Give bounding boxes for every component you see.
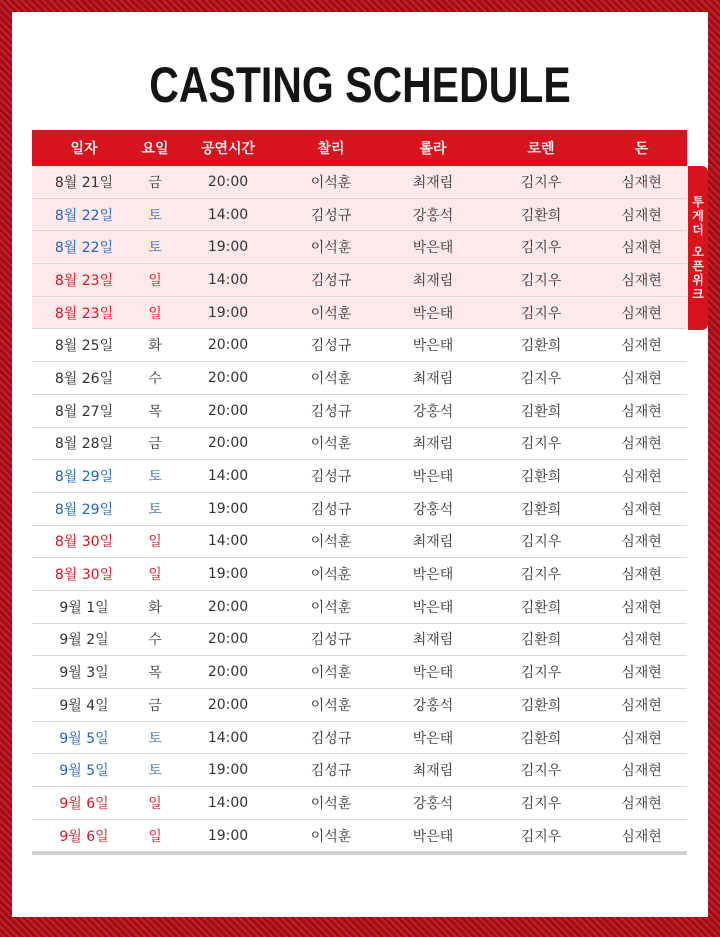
cell-lola: 최재림 [412, 632, 454, 649]
header-date: 일자 [70, 141, 98, 157]
cell-lauren: 김지우 [520, 436, 562, 453]
cell-date: 8월 23일 [54, 272, 114, 289]
cell-lola: 최재림 [412, 763, 454, 780]
cell-day: 목 [148, 665, 162, 682]
cell-date: 8월 22일 [54, 240, 114, 257]
cell-lauren: 김환희 [520, 599, 562, 616]
table-row [32, 395, 687, 428]
cell-date: 8월 30일 [54, 567, 114, 584]
cell-time: 19:00 [207, 762, 249, 779]
cell-time: 19:00 [207, 239, 249, 256]
table-header [32, 130, 687, 166]
cell-don: 심재현 [621, 272, 662, 289]
cell-date: 9월 5일 [59, 730, 109, 747]
header-lauren: 로렌 [527, 141, 555, 157]
table-row [32, 493, 687, 526]
cell-date: 8월 29일 [54, 501, 114, 518]
cell-lola: 박은태 [412, 665, 454, 682]
cell-lauren: 김지우 [520, 305, 562, 322]
cell-lola: 최재림 [412, 370, 454, 387]
cell-day: 일 [148, 795, 162, 812]
cell-day: 토 [148, 207, 162, 224]
cell-lauren: 김환희 [520, 730, 562, 747]
cell-charlie: 김성규 [310, 763, 352, 780]
cell-lola: 박은태 [412, 469, 454, 486]
cell-lauren: 김환희 [520, 338, 562, 355]
cell-time: 20:00 [207, 435, 249, 452]
table-row [32, 526, 687, 559]
cell-don: 심재현 [621, 501, 662, 518]
cell-charlie: 김성규 [310, 403, 352, 420]
cell-time: 20:00 [207, 369, 249, 386]
cell-date: 8월 27일 [54, 403, 114, 420]
cell-day: 일 [148, 567, 162, 584]
cell-day: 화 [148, 599, 162, 616]
cell-time: 20:00 [207, 598, 249, 615]
cell-day: 토 [148, 730, 162, 747]
table-row [32, 329, 687, 362]
cell-lauren: 김환희 [520, 632, 562, 649]
cell-charlie: 김성규 [310, 272, 352, 289]
cell-charlie: 이석훈 [310, 828, 352, 845]
cell-don: 심재현 [621, 599, 662, 616]
cell-time: 19:00 [207, 304, 249, 321]
cell-don: 심재현 [621, 534, 662, 551]
table-row [32, 624, 687, 657]
table-row [32, 689, 687, 722]
cell-don: 심재현 [621, 763, 662, 780]
cell-lola: 박은태 [412, 338, 454, 355]
cell-charlie: 김성규 [310, 632, 352, 649]
cell-date: 9월 6일 [59, 795, 109, 812]
table-row [32, 264, 687, 297]
cell-don: 심재현 [621, 795, 662, 812]
cell-date: 8월 22일 [54, 207, 114, 224]
cell-charlie: 이석훈 [310, 174, 352, 191]
cell-lauren: 김지우 [520, 665, 562, 682]
cell-time: 19:00 [207, 500, 249, 517]
cell-don: 심재현 [621, 240, 662, 257]
cell-charlie: 이석훈 [310, 795, 352, 812]
cell-day: 토 [148, 501, 162, 518]
cell-don: 심재현 [621, 469, 662, 486]
header-lola: 롤라 [419, 141, 447, 157]
cell-lola: 강홍석 [412, 795, 454, 812]
table-row [32, 428, 687, 461]
cell-time: 20:00 [207, 402, 249, 419]
cell-lauren: 김환희 [520, 469, 562, 486]
table-bottom-divider [32, 852, 687, 855]
table-row [32, 460, 687, 493]
cell-day: 토 [148, 469, 162, 486]
cell-day: 일 [148, 534, 162, 551]
cell-date: 8월 30일 [54, 534, 114, 551]
table-row [32, 297, 687, 330]
cell-lola: 최재림 [412, 174, 454, 191]
cell-day: 금 [148, 697, 162, 714]
cell-day: 수 [148, 632, 162, 649]
cell-lola: 박은태 [412, 828, 454, 845]
cell-date: 8월 26일 [54, 370, 114, 387]
table-row [32, 166, 687, 199]
cell-date: 8월 25일 [54, 338, 114, 355]
cell-lauren: 김지우 [520, 795, 562, 812]
cell-time: 14:00 [207, 533, 249, 550]
cell-day: 일 [148, 828, 162, 845]
cell-don: 심재현 [621, 665, 662, 682]
cell-lauren: 김지우 [520, 240, 562, 257]
cell-time: 20:00 [207, 631, 249, 648]
cell-time: 14:00 [207, 468, 249, 485]
cell-charlie: 김성규 [310, 207, 352, 224]
cell-charlie: 이석훈 [310, 305, 352, 322]
cell-don: 심재현 [621, 436, 662, 453]
cell-lola: 박은태 [412, 305, 454, 322]
cell-don: 심재현 [621, 730, 662, 747]
cell-lauren: 김지우 [520, 828, 562, 845]
cell-lauren: 김환희 [520, 697, 562, 714]
cell-time: 14:00 [207, 206, 249, 223]
table-row [32, 656, 687, 689]
table-row [32, 231, 687, 264]
cell-charlie: 이석훈 [310, 370, 352, 387]
cell-date: 9월 1일 [59, 599, 109, 616]
cell-time: 14:00 [207, 794, 249, 811]
cell-day: 토 [148, 763, 162, 780]
cell-charlie: 김성규 [310, 469, 352, 486]
cell-lauren: 김환희 [520, 403, 562, 420]
cell-don: 심재현 [621, 632, 662, 649]
cell-charlie: 김성규 [310, 338, 352, 355]
cell-date: 9월 4일 [59, 697, 109, 714]
cell-date: 9월 2일 [59, 632, 109, 649]
cell-lola: 최재림 [412, 272, 454, 289]
cell-lola: 강홍석 [412, 207, 454, 224]
header-time: 공연시간 [200, 141, 256, 157]
header-charlie: 찰리 [317, 141, 345, 157]
cell-date: 9월 5일 [59, 763, 109, 780]
cell-lauren: 김환희 [520, 207, 562, 224]
table-row [32, 787, 687, 820]
table-row [32, 558, 687, 591]
cell-lauren: 김지우 [520, 763, 562, 780]
cell-don: 심재현 [621, 338, 662, 355]
cell-date: 8월 23일 [54, 305, 114, 322]
cell-day: 목 [148, 403, 162, 420]
cell-time: 19:00 [207, 827, 249, 844]
cell-lauren: 김지우 [520, 174, 562, 191]
cell-charlie: 이석훈 [310, 599, 352, 616]
page-title: CASTING SCHEDULE [149, 57, 571, 113]
cell-day: 금 [148, 436, 162, 453]
cell-time: 14:00 [207, 271, 249, 288]
cell-charlie: 이석훈 [310, 240, 352, 257]
cell-charlie: 이석훈 [310, 697, 352, 714]
cell-charlie: 이석훈 [310, 567, 352, 584]
cell-charlie: 김성규 [310, 730, 352, 747]
table-row [32, 199, 687, 232]
header-don: 돈 [634, 141, 649, 157]
cell-don: 심재현 [621, 174, 662, 191]
cell-don: 심재현 [621, 828, 662, 845]
cell-time: 19:00 [207, 566, 249, 583]
cell-don: 심재현 [621, 403, 662, 420]
cell-lauren: 김지우 [520, 370, 562, 387]
cell-date: 8월 29일 [54, 469, 114, 486]
casting-table [32, 130, 687, 852]
cell-day: 금 [148, 174, 162, 191]
cell-don: 심재현 [621, 370, 662, 387]
cell-lola: 박은태 [412, 240, 454, 257]
table-row [32, 591, 687, 624]
cell-lola: 박은태 [412, 567, 454, 584]
cell-charlie: 김성규 [310, 501, 352, 518]
cell-date: 8월 21일 [54, 174, 114, 191]
cell-lauren: 김환희 [520, 501, 562, 518]
schedule-panel [12, 12, 708, 917]
table-body [32, 166, 687, 852]
cell-don: 심재현 [621, 305, 662, 322]
cell-day: 토 [148, 240, 162, 257]
cell-lauren: 김지우 [520, 567, 562, 584]
cell-lauren: 김지우 [520, 534, 562, 551]
table-row [32, 722, 687, 755]
cell-date: 9월 3일 [59, 665, 109, 682]
cell-lola: 박은태 [412, 730, 454, 747]
cell-lauren: 김지우 [520, 272, 562, 289]
cell-lola: 최재림 [412, 534, 454, 551]
cell-don: 심재현 [621, 567, 662, 584]
cell-day: 수 [148, 370, 162, 387]
cell-time: 20:00 [207, 173, 249, 190]
cell-don: 심재현 [621, 697, 662, 714]
cell-charlie: 이석훈 [310, 665, 352, 682]
cell-charlie: 이석훈 [310, 436, 352, 453]
cell-don: 심재현 [621, 207, 662, 224]
cell-day: 일 [148, 305, 162, 322]
cell-day: 일 [148, 272, 162, 289]
cell-time: 14:00 [207, 729, 249, 746]
cell-lola: 강홍석 [412, 501, 454, 518]
cell-date: 9월 6일 [59, 828, 109, 845]
table-row [32, 820, 687, 853]
table-row [32, 754, 687, 787]
table-row [32, 362, 687, 395]
cell-lola: 강홍석 [412, 697, 454, 714]
cell-lola: 최재림 [412, 436, 454, 453]
cell-time: 20:00 [207, 337, 249, 354]
cell-time: 20:00 [207, 696, 249, 713]
cell-day: 화 [148, 338, 162, 355]
cell-date: 8월 28일 [54, 436, 114, 453]
cell-lola: 박은태 [412, 599, 454, 616]
header-day: 요일 [141, 141, 169, 157]
cell-time: 20:00 [207, 664, 249, 681]
cell-charlie: 이석훈 [310, 534, 352, 551]
together-open-week-tab: 투 게 더 오 픈 위 크 [688, 166, 708, 330]
cell-lola: 강홍석 [412, 403, 454, 420]
